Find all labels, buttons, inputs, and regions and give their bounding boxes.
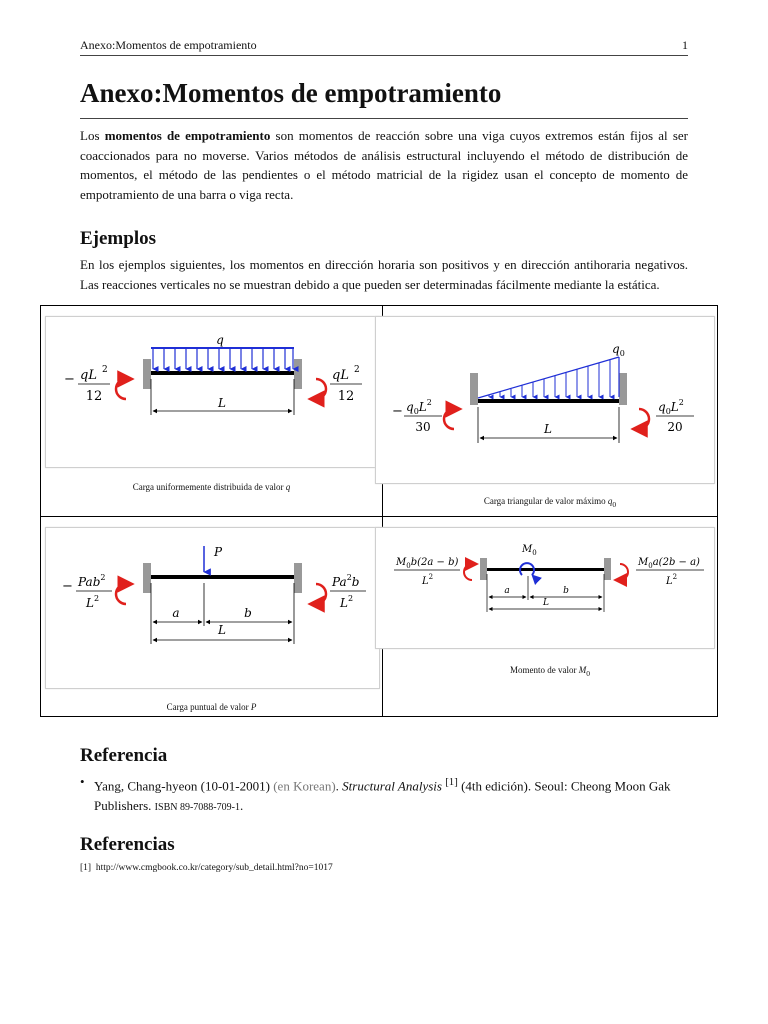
left-moment-sign: − — [392, 404, 403, 419]
beam — [151, 575, 294, 579]
figure-cell-triangular — [383, 306, 717, 516]
span-label: L — [543, 598, 549, 608]
ejemplos-paragraph: En los ejemplos siguientes, los momentos en dirección horaria son positivos y en dirección antihoraria negativos. Las reacciones verticales no se muestran debido a que pueden ser determinadas fácilmente mediante la estática. — [80, 257, 688, 292]
span-label: L — [218, 623, 226, 637]
left-moment-numerator: Pab$^2$ — [78, 573, 106, 589]
right-moment-exponent: 2 — [354, 365, 360, 375]
right-moment-denominator: 20 — [667, 420, 683, 434]
distributed-load-arrows — [153, 348, 293, 369]
segment-a-label: a — [504, 586, 510, 596]
right-moment-arrow-icon — [639, 409, 649, 429]
caption-moment: Momento de valor $M_0$ — [510, 665, 590, 678]
figure-applied-moment — [375, 527, 715, 649]
left-support-icon — [143, 563, 151, 593]
right-moment-denominator: $L^2$ — [340, 594, 354, 610]
load-label: $q_0$ — [612, 342, 625, 358]
running-header — [80, 38, 688, 53]
left-support-icon — [143, 359, 151, 389]
page-number: 1 — [682, 38, 688, 52]
title-rule — [80, 118, 688, 119]
figure-point-load — [45, 527, 380, 689]
right-moment-numerator: Pa$^2$b — [332, 573, 360, 589]
page-title: Anexo:Momentos de empotramiento — [80, 78, 502, 108]
segment-a-label: a — [172, 606, 180, 620]
left-moment-denominator: $L^2$ — [422, 573, 434, 587]
language-link[interactable]: (en Korean) — [273, 778, 336, 794]
figure-uniform-load — [45, 316, 380, 468]
intro-paragraph — [80, 126, 688, 204]
right-moment-numerator: $q_0L^2$ — [658, 398, 684, 416]
header-rule — [80, 55, 688, 56]
isbn-link[interactable]: ISBN 89-7088-709-1 — [154, 802, 240, 814]
left-moment-arrow-icon — [444, 409, 454, 429]
load-label: P — [214, 545, 223, 559]
left-support-icon — [470, 373, 478, 405]
right-moment-arrow-icon — [620, 564, 628, 580]
footnote-marker: [1] — [80, 863, 92, 873]
left-moment-numerator: qL — [80, 368, 97, 383]
left-moment-arrow-icon — [116, 584, 126, 604]
beam — [487, 568, 604, 571]
intro-term: momentos de empotramiento — [104, 128, 271, 143]
left-moment-numerator: $q_0L^2$ — [406, 398, 432, 416]
running-header-title: Anexo:Momentos de empotramiento — [80, 38, 257, 52]
segment-b-label: b — [563, 586, 569, 596]
intro-lead: Los — [80, 128, 105, 143]
figure-cell-moment — [383, 517, 717, 716]
segment-b-label: b — [244, 606, 252, 620]
heading-referencia: Referencia — [80, 745, 168, 766]
left-moment-denominator: 12 — [85, 389, 103, 404]
beam — [151, 371, 294, 375]
beam — [478, 399, 619, 403]
intro-rest: son momentos de reacción sobre una viga cuyos extremos están fijos al ser coaccionados para no moverse. Varios métodos de análisis estructural incluyendo el método de distribución de momentos, el método de las pendientes o el método matricial de la rigidez usan el concepto de momento de empotramiento de una barra o viga recta. — [80, 128, 689, 202]
reference-list — [80, 772, 688, 818]
left-moment-numerator: $M_0b(2a - b)$ — [396, 557, 459, 570]
span-label: L — [544, 422, 552, 436]
triangular-load-arrows — [489, 360, 610, 397]
figure-triangular-load — [375, 316, 715, 484]
left-moment-arrow-icon — [116, 379, 126, 399]
left-moment-denominator: 30 — [415, 420, 431, 434]
caption-uniform: Carga uniformemente distribuida de valor q — [132, 482, 291, 492]
right-moment-denominator: 12 — [337, 389, 355, 404]
left-moment-arrow-icon — [464, 564, 472, 580]
left-moment-exponent: 2 — [102, 365, 108, 375]
figure-grid — [40, 305, 718, 717]
caption-point: Carga puntual de valor P — [166, 702, 257, 712]
left-moment-sign: − — [62, 579, 73, 594]
left-moment-sign: − — [64, 372, 75, 387]
footnote-url[interactable]: http://www.cmgbook.co.kr/category/sub_detail.html?no=1017 — [95, 863, 333, 873]
right-support-icon — [604, 558, 611, 580]
load-label: q — [216, 333, 224, 347]
left-moment-denominator: $L^2$ — [86, 594, 100, 610]
figure-cell-point — [41, 517, 382, 716]
list-bullet: • — [80, 774, 85, 789]
right-moment-arrow-icon — [316, 584, 326, 604]
caption-triangular: Carga triangular de valor máximo $q_0$ — [483, 496, 617, 509]
footnote-list — [80, 863, 333, 873]
right-support-icon — [294, 359, 302, 389]
left-support-icon — [480, 558, 487, 580]
moment-label: $M_0$ — [522, 544, 537, 557]
book-title: Structural Analysis — [342, 778, 442, 794]
right-moment-numerator: $M_0a(2b - a)$ — [638, 557, 700, 570]
heading-ejemplos: Ejemplos — [80, 228, 156, 249]
note-link[interactable]: [1] — [445, 776, 458, 788]
right-moment-numerator: qL — [332, 368, 349, 383]
reference-item: Yang, Chang-hyeon (10-01-2001) (en Korean). Structural Analysis [1] (4th edición). Seoul: Cheong Moon Gak Publishers. ISBN 89-7088-709-1. — [94, 776, 671, 814]
heading-referencias: Referencias — [80, 834, 175, 855]
right-moment-arrow-icon — [316, 379, 326, 399]
right-support-icon — [294, 563, 302, 593]
right-moment-denominator: $L^2$ — [666, 573, 678, 587]
right-support-icon — [619, 373, 627, 405]
figure-cell-uniform — [41, 306, 382, 516]
span-label: L — [218, 396, 226, 410]
